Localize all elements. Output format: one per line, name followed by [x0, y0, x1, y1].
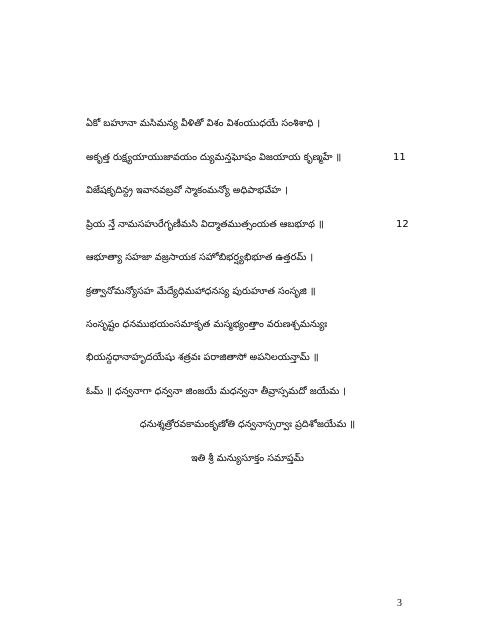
- verse-line: ఆభూత్యా సహజా వజ్రసాయక సహోబిభర్ష్యభిభూత ఉత్తరమ్ ।: [86, 252, 314, 263]
- verse-line: అకృత్త రుక్ష్యయాయుజావయం ద్యుమన్తఘోషం విజయాయ కృణ్మహే ॥: [86, 152, 342, 163]
- closing-line: ఇతి శ్రీ మన్యుసూక్తం సమాప్తమ్: [191, 453, 304, 464]
- verse-line: విజేషకృదిన్ద్ర ఇవానవబ్రవో స్మాకంమన్యో అధిపాభవేహ ।: [86, 185, 288, 196]
- verse-line: భియన్దధానాహృదయేషు శత్రవః పరాజితాసో అపనిలయన్తామ్ ॥: [86, 352, 319, 363]
- verse-number: 11: [393, 152, 406, 163]
- verse-number: 12: [396, 219, 409, 230]
- verse-line-centered: ధనుశ్శత్రోరవకామంకృణోతి ధన్వనాస్సర్వాః ప్రదిశోజయేమ ॥: [139, 419, 356, 430]
- verse-line: క్రత్వానోమన్యోసహ మేద్యేధిమహాధనస్య పురుహూత సంసృజి ॥: [86, 286, 316, 297]
- verse-line: ప్రియ న్తే నామసహురేగృణీమసి విద్మాతముత్సంయత ఆబభూథ ॥: [86, 219, 324, 230]
- page-number: 3: [397, 598, 402, 609]
- verse-line: సంసృష్టం ధనముభయంసమాకృత మస్మభ్యంత్తాం వరుణశ్చమన్యుః: [86, 319, 328, 330]
- verse-line: ఏకో బహూనా మసిమన్య వీళితో విశం విశంయుధయే సంశిశాధి ।: [86, 118, 321, 129]
- verse-line: ఓమ్ ॥ ధన్వనాగా ధన్వనా జింజయే మధన్వనా తీవ్రాస్సమదో జయేమ ।: [86, 386, 346, 397]
